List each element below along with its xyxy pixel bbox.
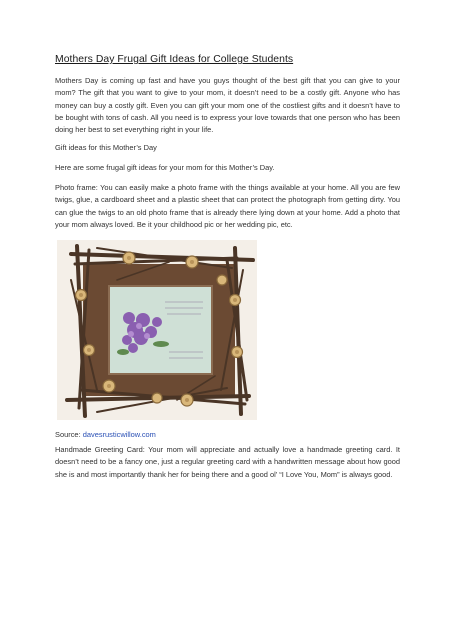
section-heading: Gift ideas for this Mother’s Day (55, 143, 157, 152)
gift-ideas-intro: Here are some frugal gift ideas for your mom for this Mother’s Day. (55, 163, 275, 172)
greeting-card-paragraph: Handmade Greeting Card: Your mom will appreciate and actually love a handmade greeting card. It doesn’t need to be a fancy one, just a regular greeting card with a handwritten message about how good she is and most importantly thank her for being there and a good ol’ “I Love You, Mom” is always good. (55, 445, 400, 479)
image-source (55, 429, 156, 441)
source-link[interactable]: davesrusticwillow.com (82, 430, 156, 439)
source-label: Source: (55, 430, 81, 439)
twig-photo-frame-image (57, 240, 257, 420)
page-title: Mothers Day Frugal Gift Ideas for College Students (55, 54, 294, 65)
photo-frame-paragraph: Photo frame: You can easily make a photo frame with the things available at your home. All you are few twigs, glue, a cardboard sheet and a plastic sheet that can protect the photograph from getting dirty. You can glue the twigs to an old photo frame that is already there lying down at your home. Add a photo that your mom always loved. Be it your childhood pic or her wedding pic, etc. (55, 183, 400, 229)
intro-paragraph: Mothers Day is coming up fast and have you guys thought of the best gift that you can give to your mom? The gift that you want to give to your mom, it doesn’t need to be a costly gift. Anyone who has money can buy a costly gift. Even you can gift your mom one of the costliest gifts and it doesn’t have to be bought with tons of cash. All you need is to express your love towards that one person who has been doing her best to set everything right in your life. (55, 76, 400, 135)
